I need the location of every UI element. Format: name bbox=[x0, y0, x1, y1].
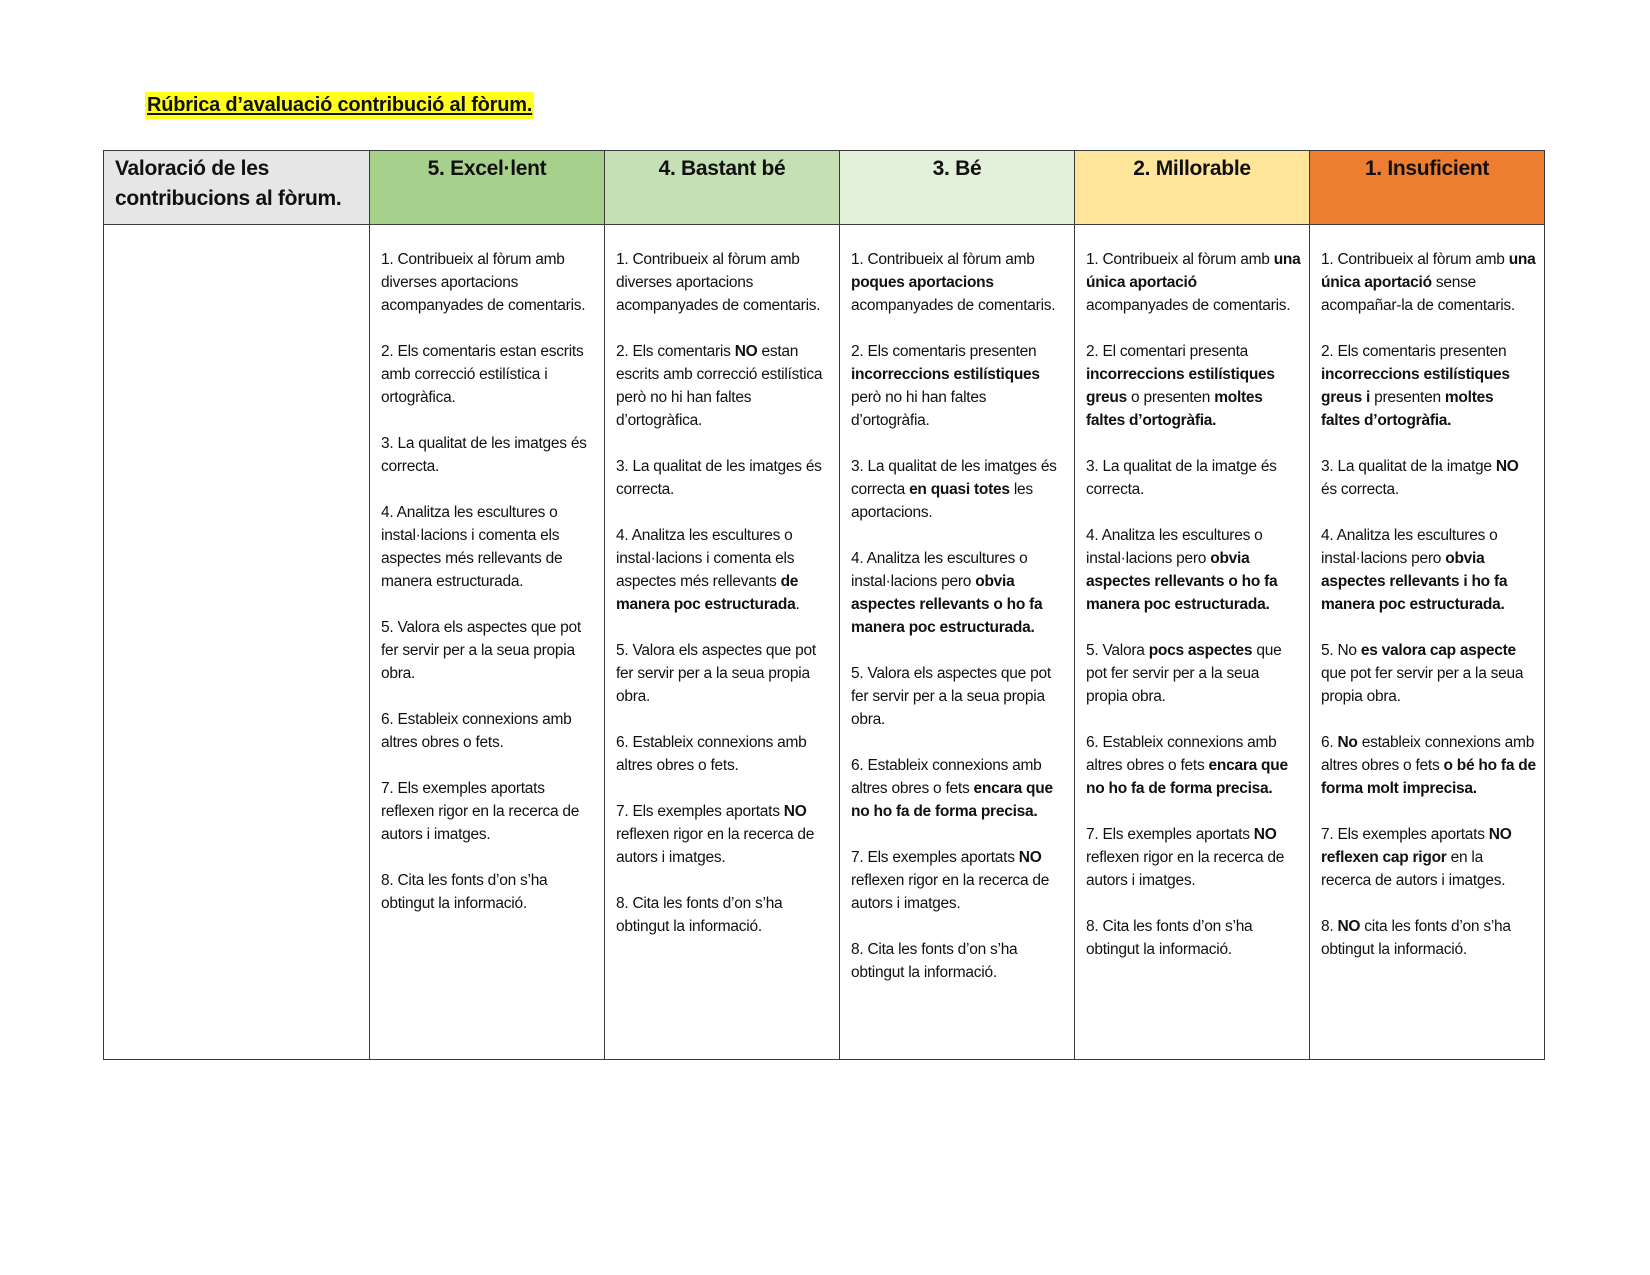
descriptor-text: 7. Els exemples aportats bbox=[851, 849, 1019, 866]
descriptor-item bbox=[1321, 524, 1536, 616]
descriptor-item bbox=[1086, 248, 1301, 317]
criterion-header: Valoració de les contribucions al fòrum. bbox=[104, 151, 370, 225]
descriptor-item bbox=[616, 248, 831, 317]
descriptor-text: 7. Els exemples aportats bbox=[1321, 826, 1489, 843]
descriptor-text: 6. Estableix connexions amb altres obres o fets bbox=[851, 757, 1042, 797]
level-header-good: 3. Bé bbox=[840, 151, 1075, 225]
rubric-table bbox=[103, 150, 1545, 1060]
descriptor-text: 2. Els comentaris estan escrits amb correcció estilística i ortogràfica. bbox=[381, 343, 584, 406]
descriptor-text: 1. Contribueix al fòrum amb bbox=[1086, 251, 1274, 268]
descriptor-item bbox=[851, 340, 1066, 432]
descriptor-item bbox=[381, 708, 596, 754]
descriptor-text: és correcta. bbox=[1321, 481, 1399, 498]
descriptor-emphasis: es valora cap aspecte bbox=[1360, 642, 1516, 659]
descriptor-text: 2. El comentari presenta bbox=[1086, 343, 1249, 360]
rubric-header-row bbox=[104, 151, 1545, 225]
descriptor-item bbox=[1321, 455, 1536, 501]
descriptor-text: però no hi han faltes d’ortogràfia. bbox=[851, 389, 987, 429]
descriptor-text: 6. bbox=[1321, 734, 1338, 751]
descriptor-item bbox=[381, 616, 596, 685]
descriptor-text: 7. Els exemples aportats reflexen rigor en la recerca de autors i imatges. bbox=[381, 780, 580, 843]
descriptor-emphasis: encara que no ho fa de forma precisa. bbox=[851, 780, 1053, 820]
descriptor-list bbox=[370, 225, 604, 915]
descriptor-text: 7. Els exemples aportats bbox=[1086, 826, 1254, 843]
descriptor-item bbox=[381, 432, 596, 478]
descriptor-emphasis: NO bbox=[734, 343, 758, 360]
level-cell-insufficient bbox=[1310, 225, 1545, 1060]
descriptor-item bbox=[616, 731, 831, 777]
descriptor-emphasis: una única aportació bbox=[1086, 251, 1301, 291]
descriptor-list bbox=[1075, 225, 1309, 961]
descriptor-text: 4. Analitza les escultures o instal·lacions i comenta els aspectes més rellevants de manera estructurada. bbox=[381, 504, 563, 590]
descriptor-item bbox=[616, 639, 831, 708]
descriptor-item bbox=[616, 524, 831, 616]
descriptor-text: 4. Analitza les escultures o instal·lacions pero bbox=[1321, 527, 1498, 567]
descriptor-text: 3. La qualitat de les imatges és correcta bbox=[851, 458, 1057, 498]
descriptor-emphasis: No bbox=[1337, 734, 1358, 751]
descriptor-item bbox=[1086, 455, 1301, 501]
level-header-improvable: 2. Millorable bbox=[1075, 151, 1310, 225]
descriptor-emphasis: una única aportació bbox=[1321, 251, 1536, 291]
descriptor-emphasis: pocs aspectes bbox=[1148, 642, 1253, 659]
descriptor-item bbox=[1321, 915, 1536, 961]
descriptor-emphasis: moltes faltes d’ortogràfia. bbox=[1321, 389, 1494, 429]
descriptor-text: 4. Analitza les escultures o instal·lacions i comenta els aspectes més rellevants bbox=[616, 527, 795, 590]
descriptor-text: 3. La qualitat de la imatge és correcta. bbox=[1086, 458, 1277, 498]
descriptor-text: 8. bbox=[1321, 918, 1338, 935]
level-header-quite-good: 4. Bastant bé bbox=[605, 151, 840, 225]
descriptor-item bbox=[851, 938, 1066, 984]
descriptor-text: 3. La qualitat de les imatges és correcta. bbox=[616, 458, 822, 498]
descriptor-text: 1. Contribueix al fòrum amb bbox=[851, 251, 1035, 268]
descriptor-emphasis: encara que no ho fa de forma precisa. bbox=[1086, 757, 1288, 797]
descriptor-text: 8. Cita les fonts d’on s’ha obtingut la informació. bbox=[381, 872, 548, 912]
descriptor-text: reflexen rigor en la recerca de autors i imatges. bbox=[1086, 849, 1285, 889]
descriptor-text: . bbox=[795, 596, 800, 613]
descriptor-text: estan escrits amb correcció estilística però no hi han faltes d’ortogràfica. bbox=[616, 343, 823, 429]
descriptor-item bbox=[381, 501, 596, 593]
level-cell-quite-good bbox=[605, 225, 840, 1060]
descriptor-emphasis: en quasi totes bbox=[909, 481, 1010, 498]
descriptor-item bbox=[381, 340, 596, 409]
descriptor-text: estableix connexions amb altres obres o fets bbox=[1321, 734, 1535, 774]
descriptor-emphasis: obvia aspectes rellevants o ho fa manera poc estructurada. bbox=[851, 573, 1043, 636]
descriptor-list bbox=[840, 225, 1074, 984]
descriptor-text: acompanyades de comentaris. bbox=[1086, 297, 1291, 314]
descriptor-item bbox=[851, 547, 1066, 639]
descriptor-text: 1. Contribueix al fòrum amb bbox=[1321, 251, 1509, 268]
descriptor-text: 5. Valora els aspectes que pot fer servir per a la seua propia obra. bbox=[616, 642, 816, 705]
descriptor-item bbox=[616, 455, 831, 501]
descriptor-text: acompanyades de comentaris. bbox=[851, 297, 1056, 314]
descriptor-text: en la recerca de autors i imatges. bbox=[1321, 849, 1506, 889]
descriptor-text: reflexen rigor en la recerca de autors i imatges. bbox=[616, 826, 815, 866]
descriptor-emphasis: moltes faltes d’ortogràfia. bbox=[1086, 389, 1263, 429]
descriptor-text: 2. Els comentaris presenten bbox=[851, 343, 1037, 360]
descriptor-item bbox=[851, 455, 1066, 524]
descriptor-item bbox=[1321, 340, 1536, 432]
descriptor-item bbox=[616, 800, 831, 869]
descriptor-item bbox=[1086, 524, 1301, 616]
descriptor-item bbox=[1086, 731, 1301, 800]
level-header-insufficient: 1. Insuficient bbox=[1310, 151, 1545, 225]
descriptor-text: 5. No bbox=[1321, 642, 1361, 659]
descriptor-text: 6. Estableix connexions amb altres obres o fets. bbox=[381, 711, 572, 751]
descriptor-item bbox=[1086, 823, 1301, 892]
descriptor-item bbox=[616, 340, 831, 432]
descriptor-text: 6. Estableix connexions amb altres obres o fets bbox=[1086, 734, 1277, 774]
descriptor-text: 8. Cita les fonts d’on s’ha obtingut la informació. bbox=[616, 895, 783, 935]
descriptor-list bbox=[1310, 225, 1544, 961]
criterion-cell-empty bbox=[104, 225, 370, 1060]
descriptor-item bbox=[381, 248, 596, 317]
descriptor-text: 8. Cita les fonts d’on s’ha obtingut la informació. bbox=[1086, 918, 1253, 958]
descriptor-text: o presenten bbox=[1126, 389, 1215, 406]
descriptor-text: sense acompañar-la de comentaris. bbox=[1321, 274, 1515, 314]
descriptor-text: 5. Valora bbox=[1086, 642, 1149, 659]
descriptor-text: 7. Els exemples aportats bbox=[616, 803, 784, 820]
descriptor-emphasis: de manera poc estructurada bbox=[616, 573, 799, 613]
descriptor-item bbox=[851, 846, 1066, 915]
level-cell-improvable bbox=[1075, 225, 1310, 1060]
descriptor-item bbox=[1321, 823, 1536, 892]
descriptor-text: que pot fer servir per a la seua propia obra. bbox=[1321, 665, 1524, 705]
descriptor-text: 2. Els comentaris bbox=[616, 343, 735, 360]
descriptor-text: 8. Cita les fonts d’on s’ha obtingut la informació. bbox=[851, 941, 1018, 981]
descriptor-text: reflexen rigor en la recerca de autors i imatges. bbox=[851, 872, 1050, 912]
descriptor-text: 3. La qualitat de la imatge bbox=[1321, 458, 1496, 475]
descriptor-text: presenten bbox=[1370, 389, 1445, 406]
descriptor-emphasis: obvia aspectes rellevants o ho fa manera poc estructurada. bbox=[1086, 550, 1278, 613]
descriptor-list bbox=[605, 225, 839, 938]
descriptor-emphasis: NO reflexen cap rigor bbox=[1321, 826, 1512, 866]
descriptor-emphasis: NO bbox=[1018, 849, 1042, 866]
descriptor-item bbox=[381, 777, 596, 846]
descriptor-item bbox=[1086, 639, 1301, 708]
level-header-excellent: 5. Excel·lent bbox=[370, 151, 605, 225]
descriptor-text: 5. Valora els aspectes que pot fer servir per a la seua propia obra. bbox=[381, 619, 581, 682]
descriptor-text: 4. Analitza les escultures o instal·lacions pero bbox=[1086, 527, 1263, 567]
descriptor-item bbox=[381, 869, 596, 915]
descriptor-text: cita les fonts d’on s’ha obtingut la informació. bbox=[1321, 918, 1511, 958]
descriptor-item bbox=[851, 662, 1066, 731]
descriptor-text: 1. Contribueix al fòrum amb diverses aportacions acompanyades de comentaris. bbox=[616, 251, 821, 314]
descriptor-text: que pot fer servir per a la seua propia obra. bbox=[1086, 642, 1282, 705]
rubric-body-row bbox=[104, 225, 1545, 1060]
descriptor-text: 4. Analitza les escultures o instal·lacions pero bbox=[851, 550, 1028, 590]
descriptor-emphasis: o bé ho fa de forma molt imprecisa. bbox=[1321, 757, 1536, 797]
descriptor-emphasis: NO bbox=[1253, 826, 1277, 843]
descriptor-item bbox=[1086, 340, 1301, 432]
level-cell-excellent bbox=[370, 225, 605, 1060]
descriptor-emphasis: NO bbox=[1495, 458, 1519, 475]
descriptor-text: 5. Valora els aspectes que pot fer servir per a la seua propia obra. bbox=[851, 665, 1051, 728]
descriptor-item bbox=[1321, 248, 1536, 317]
descriptor-text: les aportacions. bbox=[851, 481, 1033, 521]
descriptor-emphasis: NO bbox=[783, 803, 807, 820]
descriptor-item bbox=[851, 248, 1066, 317]
descriptor-emphasis: incorreccions estilístiques greus i bbox=[1321, 366, 1510, 406]
descriptor-item bbox=[851, 754, 1066, 823]
descriptor-emphasis: incorreccions estilístiques bbox=[851, 366, 1040, 383]
descriptor-emphasis: incorreccions estilístiques greus bbox=[1086, 366, 1275, 406]
descriptor-emphasis: obvia aspectes rellevants i ho fa manera poc estructurada. bbox=[1321, 550, 1508, 613]
descriptor-text: 2. Els comentaris presenten bbox=[1321, 343, 1507, 360]
descriptor-item bbox=[616, 892, 831, 938]
descriptor-text: 3. La qualitat de les imatges és correcta. bbox=[381, 435, 587, 475]
descriptor-emphasis: NO bbox=[1337, 918, 1361, 935]
descriptor-text: 1. Contribueix al fòrum amb diverses aportacions acompanyades de comentaris. bbox=[381, 251, 586, 314]
descriptor-item bbox=[1321, 639, 1536, 708]
descriptor-item bbox=[1321, 731, 1536, 800]
descriptor-text: 6. Estableix connexions amb altres obres o fets. bbox=[616, 734, 807, 774]
document-title: Rúbrica d’avaluació contribució al fòrum. bbox=[145, 92, 534, 119]
descriptor-item bbox=[1086, 915, 1301, 961]
level-cell-good bbox=[840, 225, 1075, 1060]
descriptor-emphasis: poques aportacions bbox=[851, 274, 994, 291]
